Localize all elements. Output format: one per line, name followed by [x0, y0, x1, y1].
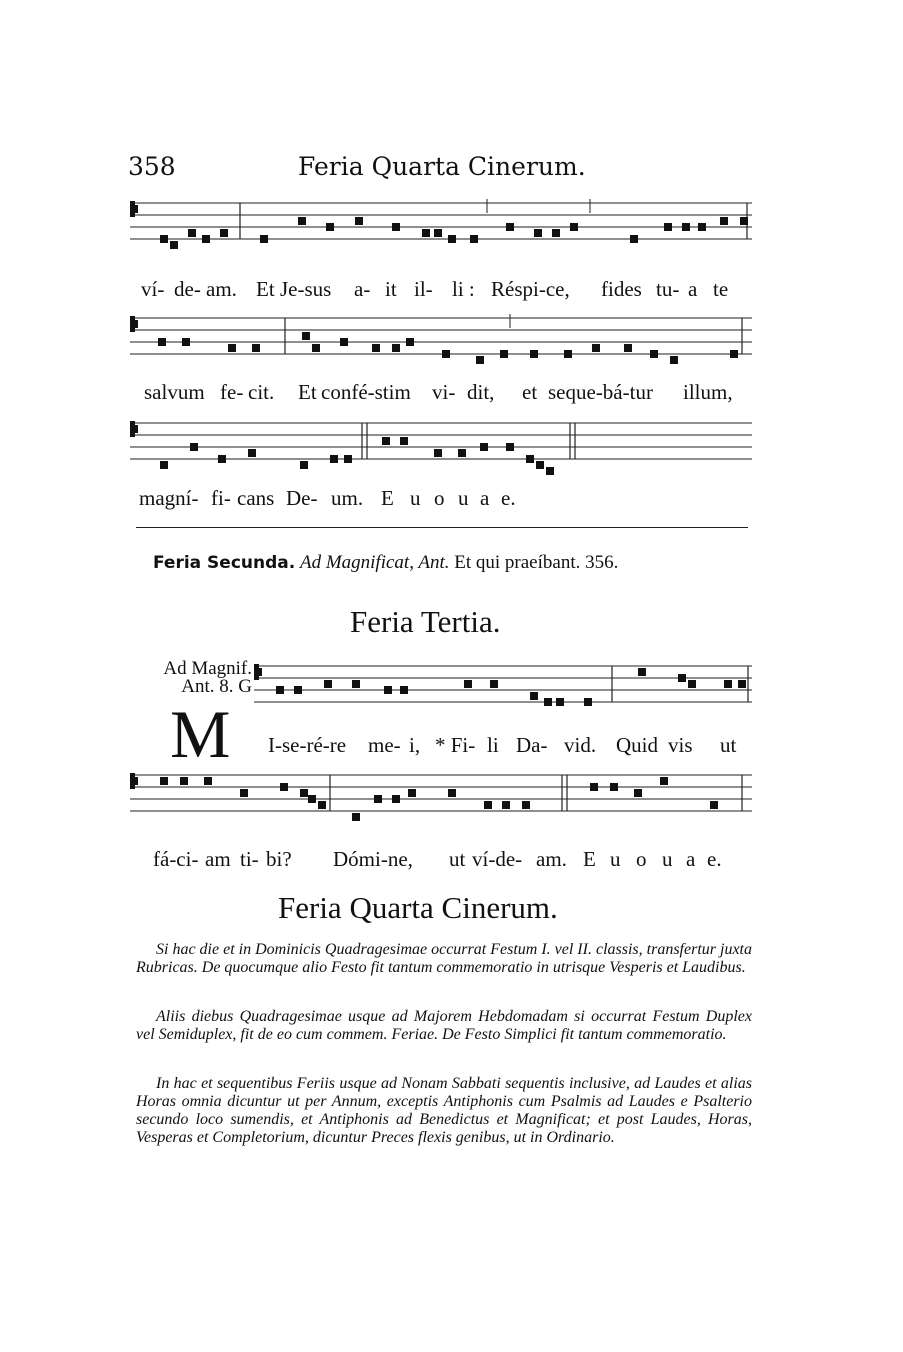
syllable: Quid [616, 733, 658, 757]
feria-quarta-title: Feria Quarta Cinerum. [278, 890, 558, 925]
syllable: il- [414, 277, 433, 301]
syllable: et [522, 380, 538, 404]
syllable: e. [707, 847, 722, 871]
syllable: salvum [144, 380, 205, 404]
syllable: u [410, 486, 421, 510]
syllable: i, [409, 733, 421, 757]
syllable: me- [368, 733, 401, 757]
syllable: a [688, 277, 698, 301]
chant-staff-1 [130, 195, 752, 265]
feria-secunda-rubric: Ad Magnificat, Ant. [299, 552, 450, 573]
syllable: Et [298, 380, 317, 404]
syllable: u [610, 847, 621, 871]
syllable: ví- [141, 277, 165, 301]
syllable: ut [720, 733, 737, 757]
syllable: * Fi- [435, 733, 476, 757]
syllable: fides [601, 277, 642, 301]
syllable: tu- [656, 277, 680, 301]
syllable: magní- [139, 486, 199, 510]
chant-staff-5 [130, 767, 752, 837]
syllable: dit, [467, 380, 495, 404]
syllable: I-se-ré-re [268, 733, 347, 757]
syllable: um. [331, 486, 364, 510]
syllable: E [381, 486, 394, 510]
rubric-paragraph-3: In hac et sequentibus Feriis usque ad Nonam Sabbati sequentis inclusive, ad Laudes et alias Horas omnia dicuntur ut per Annum, exceptis Antiphonis cum Psalmis ad Laudes e Psalterio secundo loco sumendis, et Antiphonis ad Benedictus et Magnificat; et post Laudes, Horas, Vesperas et Completorium, dicuntur Preces flexis genibus, ut in Ordinario. [136, 1075, 752, 1146]
syllable: Dómi-ne, [333, 847, 413, 871]
syllable: ti- [240, 847, 259, 871]
syllable: u [662, 847, 673, 871]
syllable: cans [237, 486, 275, 510]
syllable: vid. [564, 733, 597, 757]
running-title: Feria Quarta Cinerum. [298, 152, 586, 181]
page-number: 358 [128, 152, 176, 181]
syllable: De- [286, 486, 318, 510]
syllable: a- [354, 277, 371, 301]
syllable: vi- [432, 380, 456, 404]
syllable: am [205, 847, 231, 871]
feria-secunda-incipit: Et qui praeíbant. 356. [454, 552, 619, 573]
chant-staff-3 [130, 415, 752, 485]
syllable: E [583, 847, 596, 871]
antiphon-label-line-2: Ant. 8. G [181, 676, 252, 697]
syllable: am. [206, 277, 237, 301]
feria-secunda-line [153, 552, 618, 574]
syllable: fi- [211, 486, 231, 510]
chant-staff-4 [254, 658, 752, 728]
syllable: o [434, 486, 445, 510]
feria-secunda-day: Feria Secunda. [153, 553, 296, 573]
syllable: u [458, 486, 469, 510]
rubric-paragraph-2: Aliis diebus Quadragesimae usque ad Majorem Hebdomadam si occurrat Festum Duplex vel Semiduplex, fit de eo cum commem. Feriae. De Festo Simplici fit tantum commemoratio. [136, 1008, 752, 1043]
feria-tertia-title: Feria Tertia. [350, 604, 501, 639]
rubric-paragraph-1: Si hac die et in Dominicis Quadragesimae occurrat Festum I. vel II. classis, transfertur juxta Rubricas. De quocumque alio Festo fit tantum commemoratio in utrisque Vesperis et Laudibus. [136, 941, 752, 976]
syllable: Da- [516, 733, 548, 757]
syllable: de- [174, 277, 201, 301]
syllable: Et [256, 277, 275, 301]
syllable: am. [536, 847, 567, 871]
chant-staff-2 [130, 310, 752, 380]
syllable: ut [449, 847, 466, 871]
syllable: fá-ci- [153, 847, 199, 871]
syllable: Réspi-ce, [491, 277, 570, 301]
syllable: vis [668, 733, 693, 757]
syllable: ví-de- [472, 847, 523, 871]
syllable: li [487, 733, 499, 757]
initial-letter: M [170, 696, 231, 772]
syllable: fe- [220, 380, 244, 404]
syllable: illum, [683, 380, 733, 404]
syllable: it [385, 277, 397, 301]
syllable: e. [501, 486, 516, 510]
syllable: cit. [248, 380, 275, 404]
syllable: confé-stim [321, 380, 411, 404]
syllable: bi? [266, 847, 292, 871]
syllable: a [480, 486, 490, 510]
syllable: te [713, 277, 729, 301]
syllable: o [636, 847, 647, 871]
antiphon-label-line-1: Ad Magnif. [163, 658, 252, 679]
section-divider [136, 527, 748, 528]
antiphon-label [130, 660, 252, 696]
syllable: a [686, 847, 696, 871]
syllable: li : [452, 277, 475, 301]
syllable: Je-sus [280, 277, 332, 301]
syllable: seque-bá-tur [548, 380, 653, 404]
